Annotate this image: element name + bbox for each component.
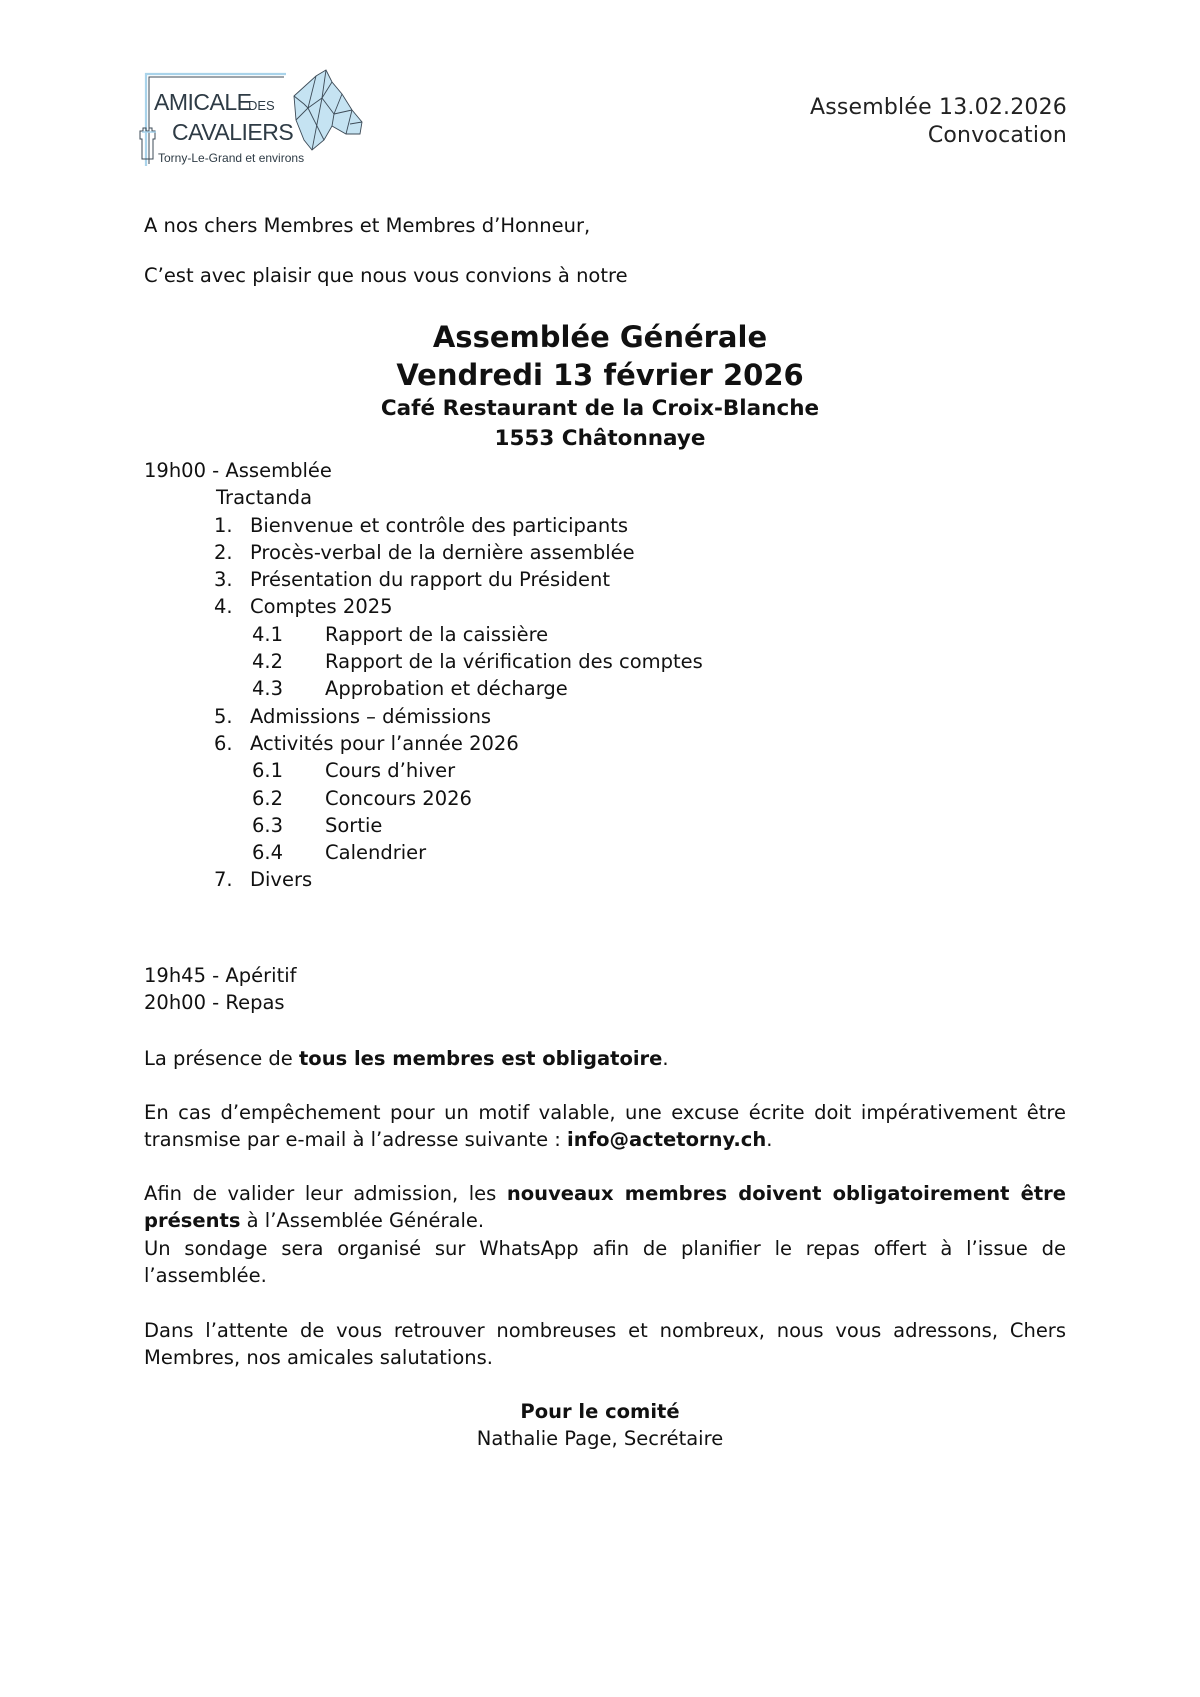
svg-text:AMICALE: AMICALE [154, 89, 252, 115]
meal-time: 20h00 - Repas [144, 991, 285, 1015]
horse-head-logo-icon [136, 68, 368, 170]
document-header [810, 94, 1067, 150]
intro-text: C’est avec plaisir que nous vous convions à notre [144, 264, 628, 287]
contact-email-link[interactable]: info@actetorny.ch [567, 1128, 767, 1152]
signature-block [0, 1398, 1200, 1453]
agenda-item: 2. Procès-verbal de la dernière assemblée [214, 540, 635, 564]
agenda-subitem: 6.1 Cours d’hiver [252, 759, 456, 783]
survey-text: Un sondage sera organisé sur WhatsApp afin de planifier le repas offert à l’issue de l’assemblée. [144, 1236, 1066, 1287]
agenda-subitem: 6.3 Sortie [252, 813, 383, 837]
excuse-paragraph: En cas d’empêchement pour un motif valable, une excuse écrite doit impérativement être transmise par e-mail à l’adresse suivante : info@actetorny.ch. [144, 1101, 1066, 1152]
event-date: Vendredi 13 février 2026 [396, 358, 804, 392]
agenda-subitem: 6.4 Calendrier [252, 841, 427, 865]
agenda-subitem: 6.2 Concours 2026 [252, 786, 472, 810]
evening-times [144, 962, 297, 1017]
agenda-subitem: 4.2 Rapport de la vérification des comptes [252, 650, 703, 674]
closing-paragraph: Dans l’attente de vous retrouver nombreuses et nombreux, nous vous adressons, Chers Membres, nos amicales salutations. [144, 1319, 1066, 1370]
assembly-date-label: Assemblée 13.02.2026 [809, 95, 1067, 120]
assembly-time: 19h00 - Assemblée [144, 459, 332, 482]
event-title-block [0, 318, 1200, 454]
svg-text:CAVALIERS: CAVALIERS [172, 119, 294, 145]
presence-paragraph: La présence de tous les membres est obligatoire. [144, 1047, 669, 1070]
event-title: Assemblée Générale [432, 320, 768, 354]
agenda-item: 3. Présentation du rapport du Président [214, 568, 611, 592]
presence-emphasis: tous les membres est obligatoire [298, 1047, 663, 1070]
aperitif-time: 19h45 - Apéritif [144, 964, 297, 987]
agenda-item: 5. Admissions – démissions [214, 704, 492, 728]
event-location: 1553 Châtonnaye [494, 426, 706, 451]
agenda-item: 1. Bienvenue et contrôle des participants [214, 513, 629, 537]
agenda-item: 7. Divers [214, 868, 313, 892]
tractanda-heading: Tractanda [216, 486, 313, 510]
club-logo [136, 68, 368, 170]
admission-paragraph: Afin de valider leur admission, les nouveaux membres doivent obligatoirement être présents à l’Assemblée Générale. Un sondage sera organisé sur WhatsApp afin de planifier le repas offert à l’issue de l’assemblée. [144, 1180, 1066, 1289]
agenda-subitem: 4.1 Rapport de la caissière [252, 622, 549, 646]
agenda-item: 4. Comptes 2025 [214, 595, 393, 619]
signature-name: Nathalie Page, Secrétaire [476, 1427, 724, 1451]
admission-emphasis: nouveaux membres doivent obligatoirement être présents [144, 1182, 1066, 1233]
svg-text:Torny-Le-Grand et environs: Torny-Le-Grand et environs [158, 151, 305, 165]
event-venue: Café Restaurant de la Croix-Blanche [380, 396, 820, 421]
signature-title: Pour le comité [520, 1400, 680, 1423]
document-type-label: Convocation [927, 123, 1067, 148]
agenda-item: 6. Activités pour l’année 2026 [214, 731, 519, 755]
agenda [144, 457, 703, 894]
salutation: A nos chers Membres et Membres d’Honneur, [144, 214, 591, 237]
svg-text:DES: DES [248, 98, 275, 113]
agenda-subitem: 4.3 Approbation et décharge [252, 677, 568, 701]
